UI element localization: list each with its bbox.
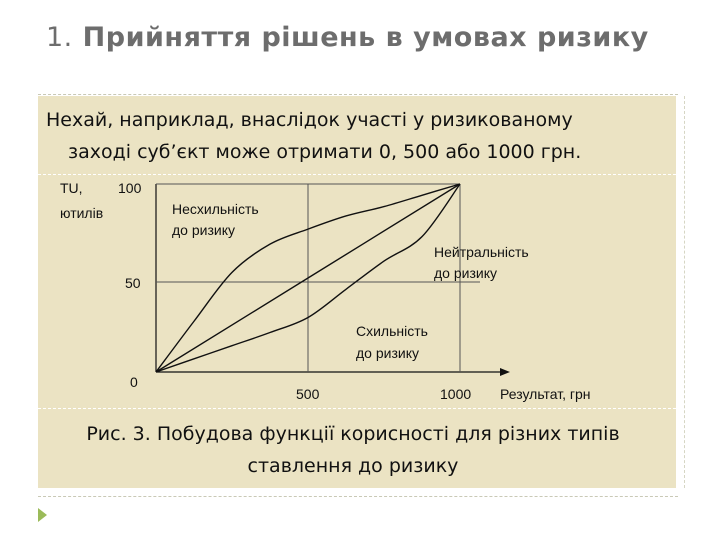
bullet-arrow-icon (38, 508, 47, 522)
label-risk-neutral-2: до ризику (434, 265, 497, 281)
intro-line-1: Нехай, наприклад, внаслідок участі у ризикованому (46, 109, 573, 131)
label-risk-averse-2: до ризику (172, 222, 235, 238)
y-tick-0: 0 (130, 374, 138, 390)
x-axis-label: Результат, грн (500, 386, 591, 402)
title-text: Прийняття рішень в умовах ризику (82, 22, 649, 53)
y-tick-50: 50 (125, 275, 141, 291)
label-risk-averse-1: Несхильність (172, 201, 259, 217)
y-tick-100: 100 (118, 180, 142, 196)
y-axis-label-line2: ютилів (60, 205, 104, 221)
intro-text (46, 104, 676, 168)
x-tick-500: 500 (296, 386, 320, 402)
bottom-divider (38, 496, 678, 497)
y-axis-label-line1: TU, (60, 180, 83, 196)
label-risk-seeking-2: до ризику (356, 345, 419, 361)
panel-divider-bottom (38, 408, 676, 409)
title-divider (38, 94, 678, 95)
caption-line-2: ставлення до ризику (247, 455, 459, 477)
slide-title (46, 18, 686, 57)
right-divider (684, 96, 685, 488)
label-risk-seeking-1: Схильність (356, 323, 428, 339)
intro-line-2: заході суб’єкт може отримати 0, 500 або 1000 грн. (68, 141, 582, 163)
x-axis-arrow (500, 368, 510, 376)
figure-caption (46, 418, 660, 482)
title-number: 1. (46, 22, 73, 53)
utility-chart (38, 172, 658, 408)
label-risk-neutral-1: Нейтральність (434, 244, 529, 260)
x-tick-1000: 1000 (440, 386, 472, 402)
caption-line-1: Рис. 3. Побудова функції корисності для різних типів (86, 423, 620, 445)
